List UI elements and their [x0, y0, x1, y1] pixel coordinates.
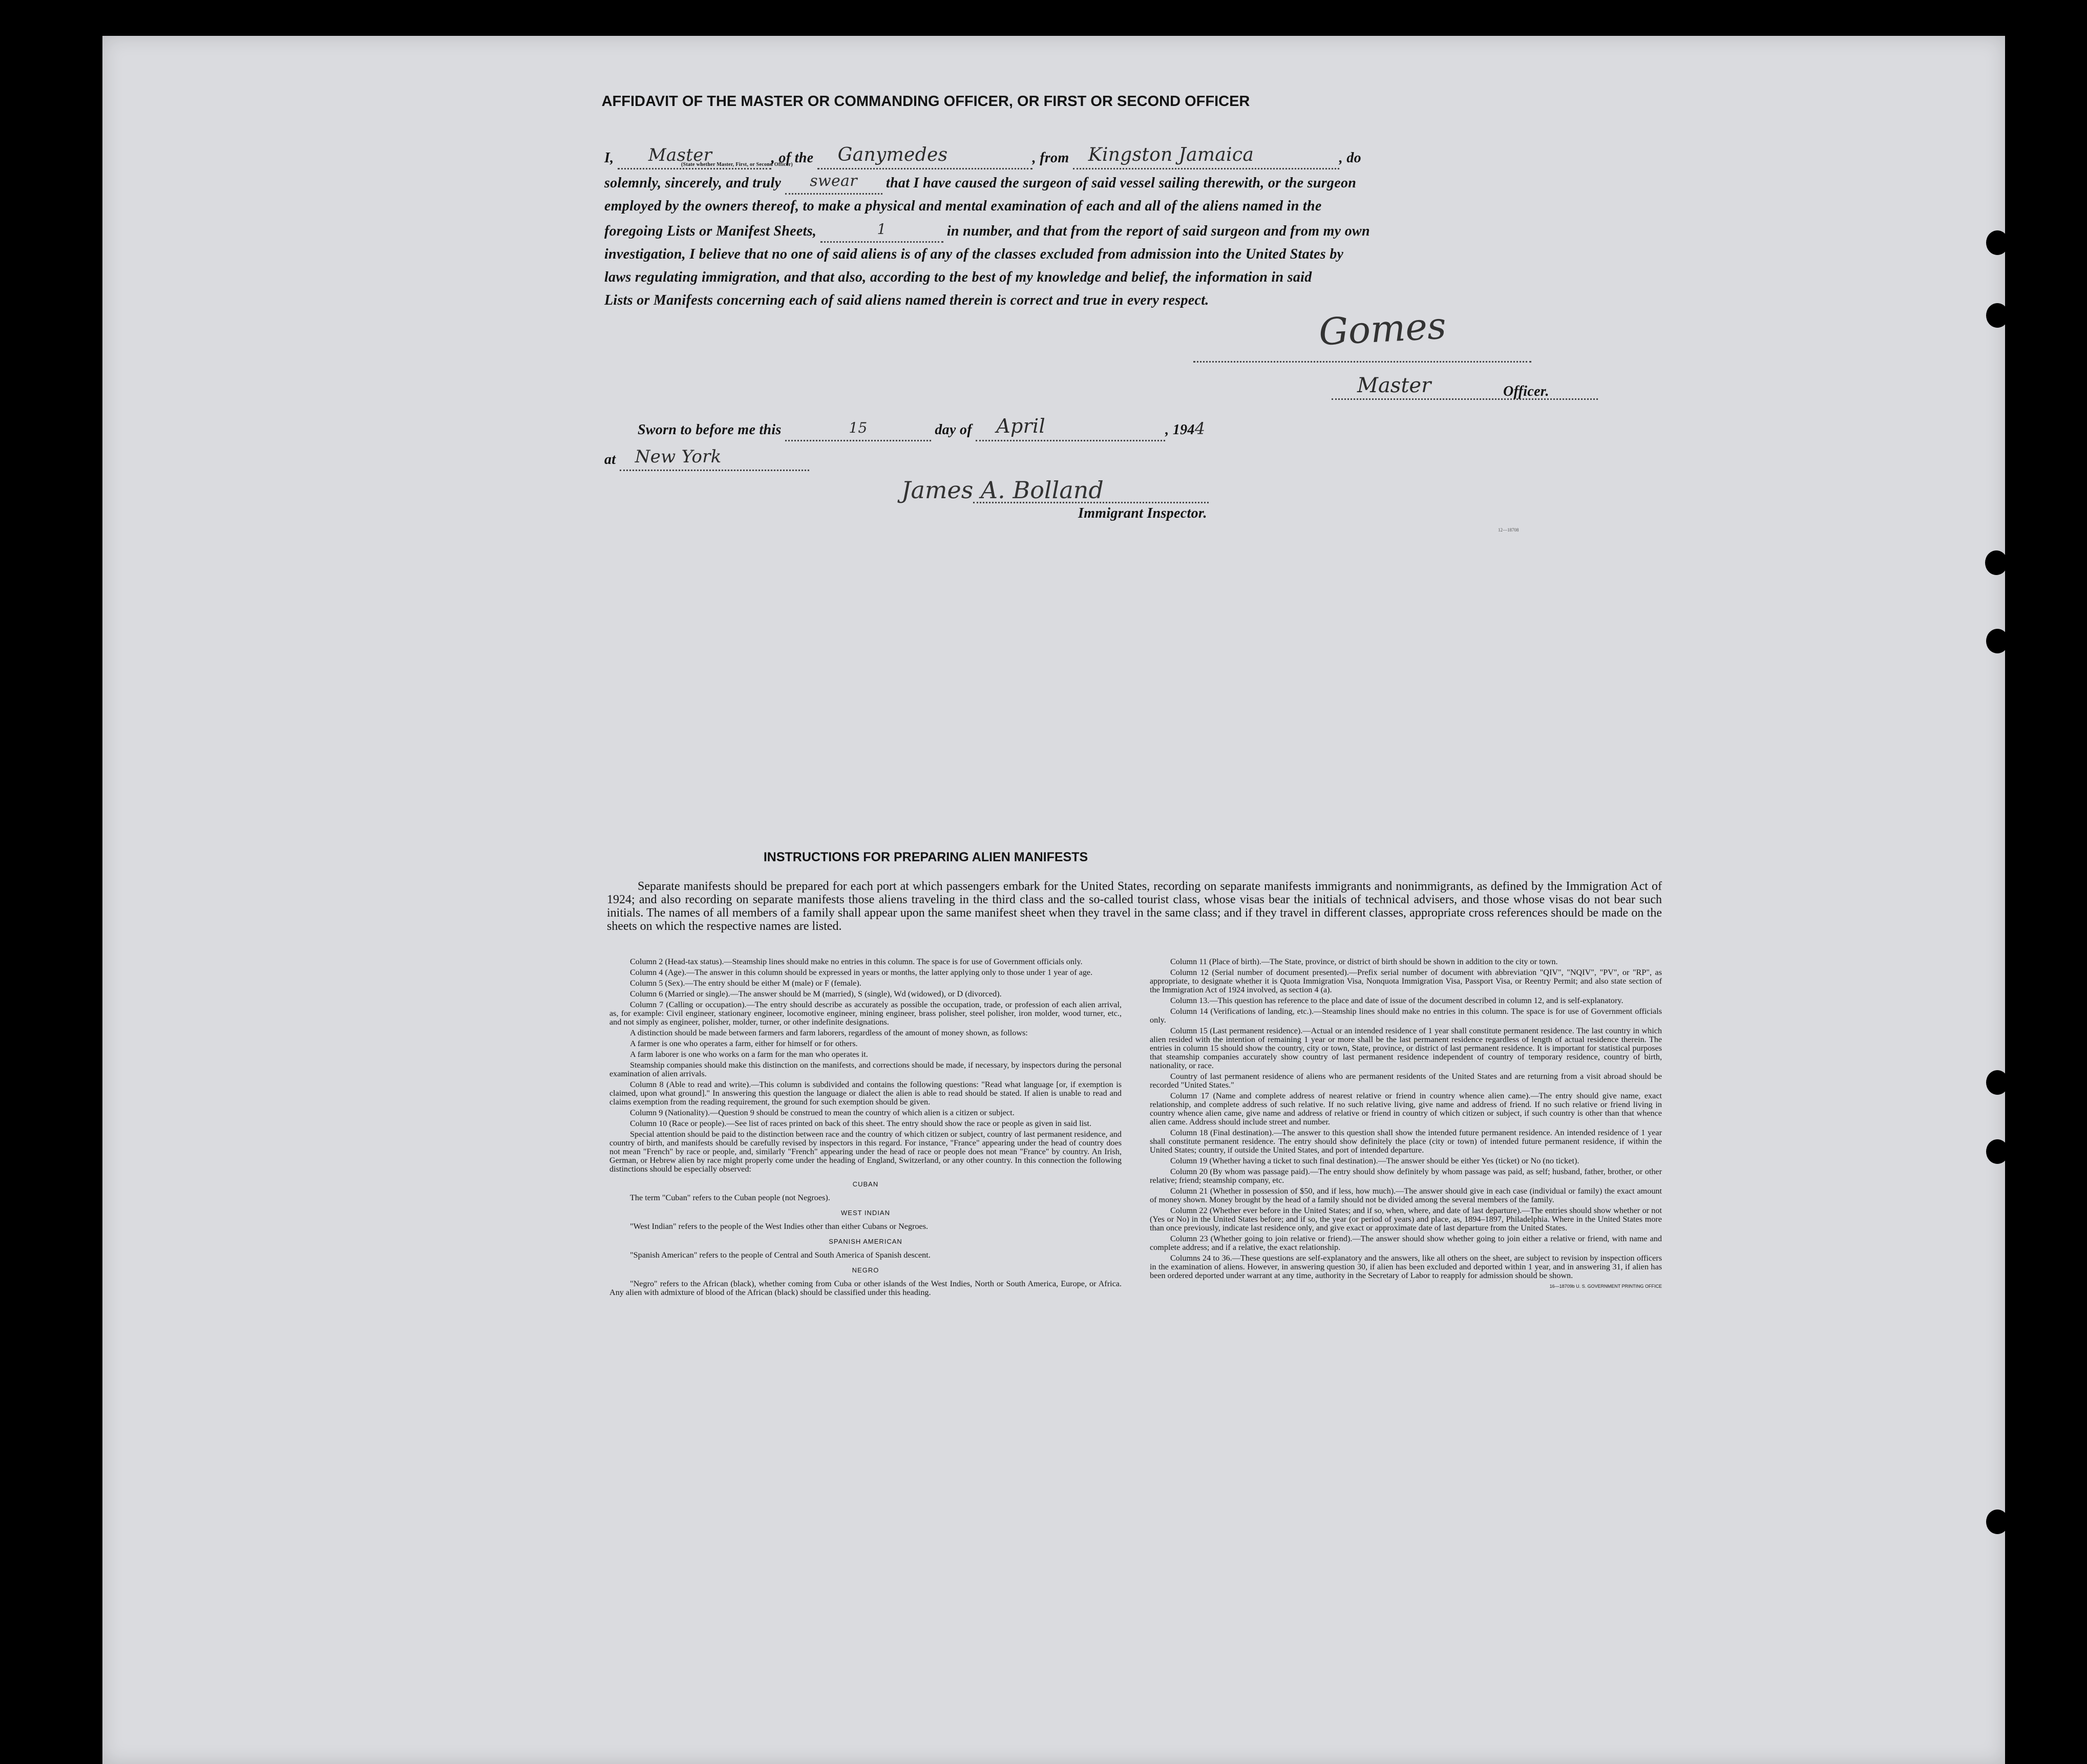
west-indian-paragraph: "West Indian" refers to the people of the West Indies other than either Cubans or Negroes.	[630, 1222, 929, 1231]
manifest-sheet	[102, 36, 2005, 1764]
instruction-paragraph: Country of last permanent residence of aliens who are permanent residents of the United States and are returning from a visit abroad should be recorded "United States."	[1150, 1072, 1662, 1090]
sworn-label: Sworn to before me this	[638, 422, 782, 438]
negro-paragraph: "Negro" refers to the African (black), whether coming from Cuba or other islands of the West Indies, North or South America, Europe, or Africa. Any alien with admixture of blood of the African (black) should be classified under this heading.	[609, 1279, 1122, 1297]
cuban-paragraph: The term "Cuban" refers to the Cuban people (not Negroes).	[630, 1193, 830, 1202]
negro-heading: NEGRO	[852, 1266, 879, 1274]
punch-hole	[1986, 230, 2009, 255]
instruction-paragraph: A farm laborer is one who works on a farm for the man who operates it.	[630, 1050, 868, 1059]
intro-paragraph: Separate manifests should be prepared for each port at which passengers embark for the United States, recording on separate manifests immigrants and nonimmigrants, as defined by the Immigration Act of 1924; and also recording on separate manifests those aliens traveling in the third class and the so-called tourist class, whose visas bear the initials of technical advisers, and those whose visas do not bear such initials. The names of all members of a family shall appear upon the same manifest sheet when they travel in the same class; and if they travel in different classes, appropriate cross references should be made on the sheets on which the respective names are listed.	[607, 880, 1662, 933]
instructions-intro	[607, 880, 1662, 933]
instruction-paragraph: Column 17 (Name and complete address of nearest relative or friend in country whence alien came).—The entry should give name, exact relationship, and complete address of such relative. If no such relative living, give name and address of friend. If no such relative or friend living in country whence alien came, give name and address of relative or friend in country of which citizen or subject, if such country is other than that whence alien came. Address should include street and number.	[1150, 1091, 1662, 1127]
rank-handwritten: Master	[648, 145, 712, 165]
officer-line	[1332, 398, 1598, 400]
affidavit-line: laws regulating immigration, and that also, according to the best of my knowledge and belief, the information in said	[604, 269, 1312, 285]
officer-rank-handwritten: Master	[1357, 374, 1431, 397]
year-handwritten: 4	[1194, 419, 1206, 438]
instruction-paragraph: Column 23 (Whether going to join relative or friend).—The answer should show whether going to join either a relative or friend, with name and complete address; and if a relative, the exact relationship.	[1150, 1234, 1662, 1252]
i-label: I,	[604, 150, 614, 166]
affidavit-line: that I have caused the surgeon of said vessel sailing therewith, or the surgeon	[886, 175, 1357, 191]
punch-hole	[1986, 1070, 2009, 1095]
rank-note: (State whether Master, First, or Second Officer)	[681, 162, 793, 167]
place-field	[620, 445, 809, 471]
spanish-american-paragraph: "Spanish American" refers to the people of Central and South America of Spanish descent.	[630, 1250, 931, 1260]
instruction-paragraph: A farmer is one who operates a farm, either for himself or for others.	[630, 1039, 858, 1048]
affidavit-title: AFFIDAVIT OF THE MASTER OR COMMANDING OFFICER, OR FIRST OR SECOND OFFICER	[601, 93, 1250, 110]
oath-field	[785, 169, 882, 195]
punch-hole	[1986, 1510, 2009, 1534]
affidavit-line: foregoing Lists or Manifest Sheets,	[604, 223, 817, 239]
punch-hole	[1986, 303, 2009, 328]
instruction-paragraph: Column 6 (Married or single).—The answer should be M (married), S (single), Wd (widowed), or D (divorced).	[630, 989, 1002, 998]
punch-hole	[1986, 1139, 2009, 1164]
punch-hole	[1985, 550, 2008, 575]
master-signature: Gomes	[1317, 304, 1447, 354]
instruction-paragraph: Steamship companies should make this distinction on the manifests, and corrections should be made, if necessary, by inspectors during the personal examination of alien arrivals.	[609, 1060, 1122, 1078]
sworn-line	[638, 415, 1205, 441]
from-label: , from	[1032, 150, 1069, 166]
instruction-paragraph: Column 7 (Calling or occupation).—The entry should describe as accurately as possible the occupation, trade, or profession of each alien arrival, as, for example: Civil engineer, stationary engineer, locomotive engineer, mining engineer, brass polisher, steel polisher, iron molder, wood turner, etc., and not simply as engineer, polisher, molder, turner, or other indefinite designations.	[609, 1000, 1122, 1027]
instruction-paragraph: Column 22 (Whether ever before in the United States; and if so, when, where, and date of last departure).—The entries should show whether or not (Yes or No) in the United States before; and if so, the year (or period of years) and place, as, 1894–1897, Philadelphia. Where in the United States more than once previously, indicate last residence only, and give exact or approximate date of last departure from the United States.	[1150, 1206, 1662, 1232]
month-field	[976, 415, 1165, 441]
instruction-paragraph: Column 5 (Sex).—The entry should be either M (male) or F (female).	[630, 979, 861, 988]
month-handwritten: April	[996, 415, 1045, 437]
punch-hole	[1986, 629, 2009, 653]
spanish-american-heading: SPANISH AMERICAN	[829, 1238, 902, 1245]
signature-line	[1193, 361, 1531, 363]
instruction-paragraph: Column 20 (By whom was passage paid).—The entry should show definitely by whom passage was paid, as self; husband, father, brother, or other relative; friend; steamship company, etc.	[1150, 1167, 1662, 1185]
vessel-handwritten: Ganymedes	[837, 144, 948, 165]
day-handwritten: 15	[849, 419, 868, 436]
inspector-label: Immigrant Inspector.	[1078, 505, 1207, 521]
affidavit-line: solemnly, sincerely, and truly	[604, 175, 782, 191]
instruction-paragraph: Special attention should be paid to the distinction between race and the country of which citizen or subject, country of last permanent residence, and country of birth, and manifests should be carefully revised by inspectors in this regard. For instance, "France" appearing under the head of country does not mean "French" by race or people, and, similarly "French" appearing under the head of race or people does not mean "France" by country. An Irish, German, or Hebrew alien by race might properly come under the heading of England, Switzerland, or any other country. In this connection the following distinctions should be especially observed:	[609, 1130, 1122, 1174]
place-handwritten: New York	[635, 447, 722, 467]
oath-handwritten: swear	[810, 172, 857, 190]
sheets-handwritten: 1	[877, 221, 887, 238]
instruction-paragraph: Column 14 (Verifications of landing, etc.).—Steamship lines should make no entries in this column. The space is for use of Government officials only.	[1150, 1007, 1662, 1025]
instruction-paragraph: Column 11 (Place of birth).—The State, province, or district of birth should be shown in addition to the city or town.	[1170, 957, 1558, 966]
instruction-paragraph: Column 15 (Last permanent residence).—Actual or an intended residence of 1 year shall constitute permanent residence. The last country in which alien resided with the intention of remaining 1 year or more shall be the last permanent residence regardless of length of actual residence therein. The entries in column 15 should show the country, city or town, State, province, or district of last permanent residence. It is important for statistical purposes that steamship companies accurately show country of last permanent residence independent of country of temporary residence, country of birth, nationality, or race.	[1150, 1026, 1662, 1070]
do-label: , do	[1339, 150, 1361, 166]
affidavit-body	[604, 143, 1664, 312]
printing-office-footer: 16—18709b U. S. GOVERNMENT PRINTING OFFICE	[1549, 1284, 1662, 1289]
cuban-heading: CUBAN	[852, 1180, 879, 1188]
instruction-paragraph: Column 4 (Age).—The answer in this column should be expressed in years or months, the latter applying only to those under 1 year of age.	[630, 968, 1093, 977]
inspector-signature: James A. Bolland	[901, 476, 1104, 504]
instruction-paragraph: Column 10 (Race or people).—See list of races printed on back of this sheet. The entry should show the race or people as given in said list.	[630, 1119, 1092, 1128]
instruction-paragraph: Column 8 (Able to read and write).—This column is subdivided and contains the following questions: "Read what language [or, if exemption is claimed, upon what ground]." In answering this question the language or dialect the alien is able to read should be stated. If alien is unable to read and claims exemption from the reading requirement, the ground for such exemption should be given.	[609, 1080, 1122, 1107]
instruction-paragraph: Column 18 (Final destination).—The answer to this question shall show the intended future permanent residence. An intended residence of 1 year shall constitute permanent residence. The entry should show definitely the place (city or town) of intended future permanent residence, if within the United States; country, if outside the United States, and port of intended departure.	[1150, 1128, 1662, 1155]
instruction-paragraph: A distinction should be made between farmers and farm laborers, regardless of the amount of money shown, as follows:	[630, 1028, 1028, 1037]
affidavit-line: Lists or Manifests concerning each of said aliens named therein is correct and true in every respect.	[604, 292, 1209, 308]
instruction-paragraph: Column 13.—This question has reference to the place and date of issue of the document described in column 12, and is self-explanatory.	[1170, 996, 1624, 1005]
of-the-label: , of the	[771, 150, 814, 166]
affidavit-line: employed by the owners thereof, to make a physical and mental examination of each and all of the aliens named in the	[604, 198, 1322, 214]
vessel-field	[817, 143, 1032, 169]
day-of-label: day of	[935, 422, 972, 438]
instructions-left-column	[609, 958, 1122, 1299]
affidavit-line: investigation, I believe that no one of said aliens is of any of the classes excluded from admission into the United States by	[604, 246, 1344, 262]
year-printed: , 194	[1165, 422, 1195, 438]
sheets-field	[820, 218, 943, 243]
place-line	[604, 445, 809, 471]
officer-label: Officer.	[1503, 384, 1549, 399]
instruction-paragraph: Column 2 (Head-tax status).—Steamship lines should make no entries in this column. The space is for use of Government officials only.	[630, 957, 1083, 966]
instructions-right-column	[1150, 958, 1662, 1293]
instruction-paragraph: Column 21 (Whether in possession of $50, and if less, how much).—The answer should give in each case (individual or family) the exact amount of money shown. Money brought by the head of a family should not be divided among the several members of the family.	[1150, 1186, 1662, 1204]
port-field	[1073, 143, 1339, 169]
port-handwritten: Kingston Jamaica	[1088, 144, 1254, 165]
instructions-title: INSTRUCTIONS FOR PREPARING ALIEN MANIFESTS	[763, 850, 1088, 864]
instruction-paragraph: Column 19 (Whether having a ticket to such final destination).—The answer should be either Yes (ticket) or No (no ticket).	[1170, 1156, 1579, 1165]
west-indian-heading: WEST INDIAN	[841, 1209, 890, 1217]
form-number: 12—18708	[1498, 527, 1519, 533]
affidavit-line: in number, and that from the report of said surgeon and from my own	[946, 223, 1370, 239]
instruction-paragraph: Column 9 (Nationality).—Question 9 should be construed to mean the country of which alien is a citizen or subject.	[630, 1108, 1015, 1117]
instruction-paragraph: Column 12 (Serial number of document presented).—Prefix serial number of document with abbreviation "QIV", "NQIV", "PV", or "RP", as appropriate, to designate whether it is Quota Immigration Visa, Nonquota Immigration Visa, Passport Visa, or Reentry Permit; and also state section of the Immigration Act of 1924 involved, as section 4 (a).	[1150, 968, 1662, 994]
at-label: at	[604, 452, 616, 467]
day-field	[785, 416, 931, 441]
instruction-paragraph: Columns 24 to 36.—These questions are self-explanatory and the answers, like all others on the sheet, are subject to revision by inspection officers in the examination of aliens. However, in answering question 30, if alien has been excluded and deported within 1 year, and in answering 31, if alien has been ordered deported under warrant at any time, authority in the Secretary of Labor to reapply for admission should be shown.	[1150, 1253, 1662, 1280]
